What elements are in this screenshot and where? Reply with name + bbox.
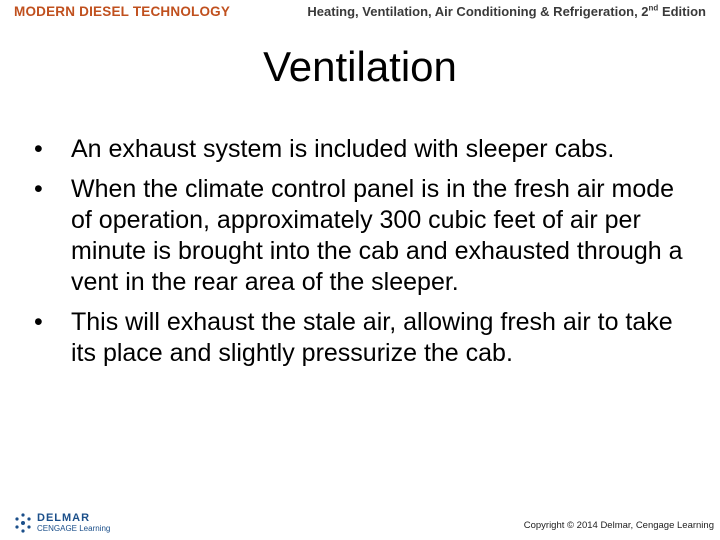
bullet-dot-icon: • <box>34 175 43 203</box>
book-title-main: Heating, Ventilation, Air Conditioning & Refrigeration, 2 <box>307 4 649 19</box>
series-title: MODERN DIESEL TECHNOLOGY <box>14 4 231 19</box>
bullet-item <box>34 307 684 369</box>
slide-title: Ventilation <box>263 43 457 90</box>
bullet-list <box>34 134 684 378</box>
logo-wordmark: DELMAR <box>37 512 91 524</box>
bullet-text: This will exhaust the stale air, allowing fresh air to take its place and slightly pressurize the cab. <box>71 308 673 367</box>
bullet-item <box>34 134 684 165</box>
bullet-item <box>34 174 684 298</box>
bullet-text: When the climate control panel is in the fresh air mode of operation, approximately 300 cubic feet of air per minute is brought into the cab and exhausted through a vent in the rear area of the sleeper. <box>71 175 683 296</box>
copyright-notice: Copyright © 2014 Delmar, Cengage Learning <box>523 520 714 531</box>
book-title-superscript: nd <box>648 3 659 13</box>
publisher-logo <box>12 510 110 536</box>
book-title <box>307 4 706 19</box>
bullet-dot-icon: • <box>34 308 43 336</box>
bullet-dot-icon: • <box>34 135 43 163</box>
book-title-end: Edition <box>658 4 706 19</box>
bullet-text: An exhaust system is included with sleeper cabs. <box>71 135 615 163</box>
logo-subtext: CENGAGE Learning <box>37 524 111 533</box>
delmar-logo-icon <box>12 512 34 534</box>
